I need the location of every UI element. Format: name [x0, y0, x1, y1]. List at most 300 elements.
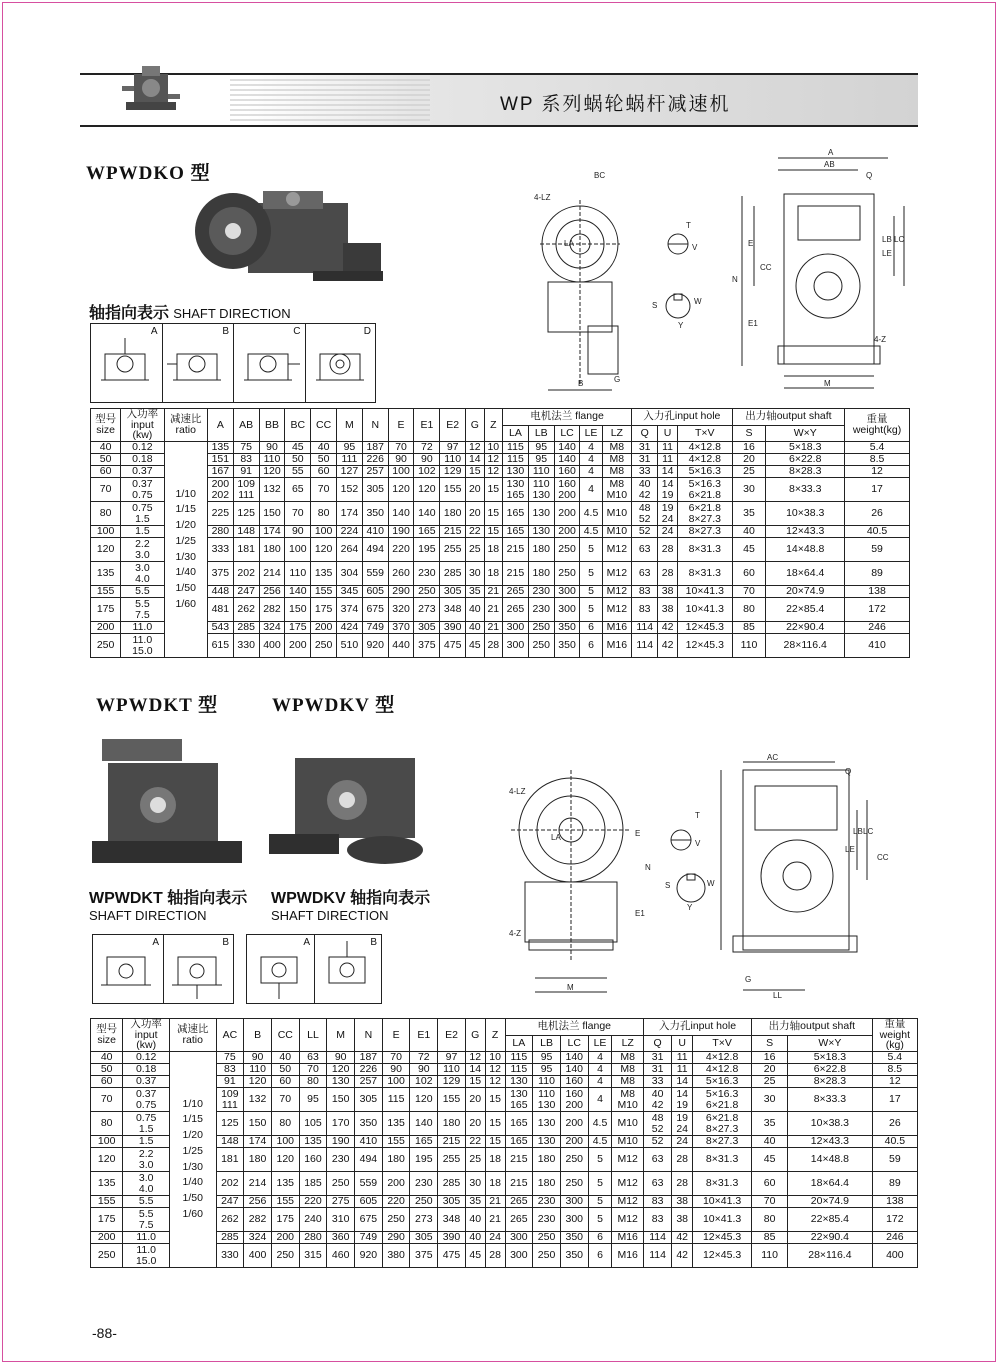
- cell-size: 50: [91, 454, 121, 466]
- table-cell: 300: [505, 1232, 533, 1244]
- table-row: [91, 538, 910, 562]
- table-cell: 410: [355, 1136, 383, 1148]
- table-row: [91, 466, 910, 478]
- table-cell: 305: [438, 1196, 466, 1208]
- table-cell: 273: [414, 598, 440, 622]
- table-cell: M8: [602, 454, 631, 466]
- table-cell: 90: [382, 1064, 410, 1076]
- cell-txv: 4×12.8: [677, 454, 732, 466]
- table-cell: M12: [612, 1172, 644, 1196]
- table-cell: 155: [271, 1196, 299, 1208]
- table-cell: 225: [207, 502, 233, 526]
- table-cell: 130: [528, 502, 554, 526]
- table-cell: 21: [484, 598, 502, 622]
- cell-txv: 8×31.3: [677, 562, 732, 586]
- table-cell: 42: [658, 634, 678, 658]
- cell-s: 45: [752, 1148, 788, 1172]
- cell-txv: 4×12.8: [677, 442, 732, 454]
- table-cell: 24: [672, 1136, 693, 1148]
- table-cell: 250: [560, 1172, 588, 1196]
- table-row: [91, 1052, 918, 1064]
- wpwdkt-direction-b: B: [164, 935, 233, 1003]
- shaft-direction-d: D: [306, 324, 376, 402]
- table-cell: 12: [485, 1064, 505, 1076]
- cell-s: 45: [732, 538, 766, 562]
- table-cell: 424: [337, 622, 363, 634]
- drawing2-label-4z: 4-Z: [509, 929, 521, 938]
- table-cell: 80: [271, 1112, 299, 1136]
- header-subcol: T×V: [677, 425, 732, 442]
- table-cell: 110 130: [533, 1088, 561, 1112]
- cell-size: 70: [91, 478, 121, 502]
- table-cell: 97: [438, 1052, 466, 1064]
- header-subcol: LC: [554, 425, 580, 442]
- table-cell: 448: [207, 586, 233, 598]
- drawing1-label-v: V: [692, 243, 698, 252]
- table-cell: 75: [233, 442, 259, 454]
- table-cell: 19 24: [672, 1112, 693, 1136]
- table-cell: 324: [244, 1232, 272, 1244]
- header-input-hole: 入力孔input hole: [644, 1019, 752, 1036]
- drawing1-label-w: W: [694, 297, 702, 306]
- header-banner: [80, 73, 918, 127]
- header-input: 入功率 input (kw): [121, 409, 164, 442]
- table-cell: 130 165: [503, 478, 529, 502]
- cell-wxy: 12×43.3: [766, 526, 845, 538]
- cell-input-kw: 2.2 3.0: [123, 1148, 170, 1172]
- table-cell: 615: [207, 634, 233, 658]
- cell-size: 40: [91, 442, 121, 454]
- table-cell: M8: [612, 1076, 644, 1088]
- header-col: Z: [485, 1019, 505, 1052]
- table-cell: 80: [299, 1076, 327, 1088]
- table-cell: 110: [528, 466, 554, 478]
- cell-input-kw: 0.75 1.5: [123, 1112, 170, 1136]
- table-cell: 120: [388, 478, 414, 502]
- table-cell: 83: [632, 586, 658, 598]
- header-subcol: W×Y: [788, 1035, 873, 1052]
- table-cell: 28: [484, 634, 502, 658]
- table-cell: M16: [612, 1244, 644, 1268]
- table-cell: 120: [271, 1148, 299, 1172]
- table-cell: 155: [311, 586, 337, 598]
- table-cell: 310: [327, 1208, 355, 1232]
- table-row: [91, 442, 910, 454]
- wpwdko-dimension-drawing: [528, 146, 908, 398]
- header-ratio: 减速比 ratio: [169, 1019, 216, 1052]
- table-cell: 360: [327, 1232, 355, 1244]
- table-cell: 4.5: [580, 526, 602, 538]
- table-cell: 305: [362, 478, 388, 502]
- table-cell: 63: [644, 1172, 672, 1196]
- drawing2-label-cc: CC: [877, 853, 889, 862]
- table-cell: M8: [602, 442, 631, 454]
- table-cell: 250: [382, 1208, 410, 1232]
- table-cell: 4: [580, 454, 602, 466]
- table-cell: 675: [362, 598, 388, 622]
- header-flange: 电机法兰 flange: [503, 409, 632, 426]
- table-cell: 95: [528, 442, 554, 454]
- table-cell: 165: [410, 1136, 438, 1148]
- header-weight: 重量 weight (kg): [872, 1019, 917, 1052]
- table-cell: 129: [440, 466, 466, 478]
- table-cell: 120: [259, 466, 285, 478]
- table-cell: 50: [285, 454, 311, 466]
- table-cell: 35: [465, 1196, 485, 1208]
- table-cell: 140: [554, 442, 580, 454]
- table-cell: 20: [466, 502, 484, 526]
- table-cell: 350: [355, 1112, 383, 1136]
- drawing1-label-lc: LC: [894, 235, 905, 244]
- cell-txv: 8×27.3: [677, 526, 732, 538]
- table-cell: 305: [414, 622, 440, 634]
- table-cell: 290: [388, 586, 414, 598]
- table-cell: M10: [602, 526, 631, 538]
- table-cell: 4: [580, 478, 602, 502]
- table-cell: 125: [233, 502, 259, 526]
- table-cell: 187: [355, 1052, 383, 1064]
- table-cell: 21: [484, 586, 502, 598]
- table-cell: 5: [580, 598, 602, 622]
- cell-s: 16: [732, 442, 766, 454]
- table-cell: 180: [440, 502, 466, 526]
- table-cell: 130: [533, 1112, 561, 1136]
- table-cell: 390: [438, 1232, 466, 1244]
- cell-input-kw: 5.5 7.5: [121, 598, 164, 622]
- table-cell: 315: [299, 1244, 327, 1268]
- cell-s: 110: [732, 634, 766, 658]
- table-cell: 247: [216, 1196, 244, 1208]
- table-cell: 28: [658, 562, 678, 586]
- cell-size: 135: [91, 1172, 123, 1196]
- cell-wxy: 6×22.8: [766, 454, 845, 466]
- table-cell: 202: [216, 1172, 244, 1196]
- table-cell: 110 130: [528, 478, 554, 502]
- table-cell: 5: [588, 1172, 612, 1196]
- table-cell: 264: [337, 538, 363, 562]
- table-cell: 135: [311, 562, 337, 586]
- header-col: BB: [259, 409, 285, 442]
- table-cell: M12: [602, 538, 631, 562]
- drawing1-label-g: G: [614, 375, 621, 384]
- cell-wxy: 28×116.4: [788, 1244, 873, 1268]
- table-cell: 247: [233, 586, 259, 598]
- table-cell: 215: [438, 1136, 466, 1148]
- table-cell: 185: [299, 1172, 327, 1196]
- table-cell: 120: [244, 1076, 272, 1088]
- table-cell: 920: [362, 634, 388, 658]
- table-cell: 31: [632, 454, 658, 466]
- table-cell: 300: [560, 1208, 588, 1232]
- table-cell: 230: [327, 1148, 355, 1172]
- table-cell: 15: [484, 526, 502, 538]
- table-cell: 15: [466, 466, 484, 478]
- table-cell: 160 200: [560, 1088, 588, 1112]
- cell-wxy: 8×33.3: [788, 1088, 873, 1112]
- table-cell: 200: [271, 1232, 299, 1244]
- cell-txv: 5×16.3 6×21.8: [677, 478, 732, 502]
- table-cell: 14: [466, 454, 484, 466]
- table-cell: 300: [503, 622, 529, 634]
- table-cell: 200: [311, 622, 337, 634]
- table-cell: 5: [588, 1148, 612, 1172]
- model-title-wpwdkt: WPWDKT 型: [96, 695, 219, 716]
- table-cell: 300: [554, 598, 580, 622]
- table-cell: 187: [362, 442, 388, 454]
- table-cell: 110: [440, 454, 466, 466]
- table-cell: 132: [259, 478, 285, 502]
- header-subcol: LZ: [602, 425, 631, 442]
- table-cell: 4: [580, 466, 602, 478]
- drawing2-label-q: Q: [845, 767, 852, 776]
- table-cell: 5: [588, 1196, 612, 1208]
- table-cell: 195: [414, 538, 440, 562]
- table-cell: 380: [382, 1244, 410, 1268]
- cell-s: 20: [732, 454, 766, 466]
- cell-wxy: 5×18.3: [788, 1052, 873, 1064]
- table-cell: 75: [216, 1052, 244, 1064]
- cell-input-kw: 5.5: [123, 1196, 170, 1208]
- table-cell: M12: [612, 1196, 644, 1208]
- table-cell: 675: [355, 1208, 383, 1232]
- table-cell: 256: [259, 586, 285, 598]
- table-cell: 105: [299, 1112, 327, 1136]
- cell-weight: 59: [872, 1148, 917, 1172]
- table-cell: 48 52: [632, 502, 658, 526]
- table-cell: 180: [244, 1148, 272, 1172]
- table-cell: 230: [528, 586, 554, 598]
- table-cell: 4: [580, 442, 602, 454]
- table-cell: 151: [207, 454, 233, 466]
- table-cell: 330: [233, 634, 259, 658]
- table-cell: 90: [327, 1052, 355, 1064]
- cell-size: 70: [91, 1088, 123, 1112]
- cell-weight: 172: [872, 1208, 917, 1232]
- table-cell: 130: [503, 466, 529, 478]
- header-col: CC: [271, 1019, 299, 1052]
- cell-input-kw: 5.5 7.5: [123, 1208, 170, 1232]
- table-header-row: [91, 1019, 918, 1036]
- table-cell: 115: [503, 454, 529, 466]
- table-cell: M10: [612, 1112, 644, 1136]
- table-cell: M16: [612, 1232, 644, 1244]
- header-col: A: [207, 409, 233, 442]
- drawing1-label-n: N: [732, 275, 738, 284]
- table-cell: 12: [484, 454, 502, 466]
- table-header-row: [91, 409, 910, 426]
- cell-input-kw: 3.0 4.0: [121, 562, 164, 586]
- table-cell: 285: [438, 1172, 466, 1196]
- cell-txv: 8×31.3: [693, 1148, 752, 1172]
- drawing2-label-v: V: [695, 839, 701, 848]
- table-cell: 200: [560, 1136, 588, 1148]
- wpwdkv-shaft-caption: WPWDKV 轴指向表示 SHAFT DIRECTION: [271, 890, 431, 923]
- table-cell: 215: [503, 562, 529, 586]
- table-cell: 18: [484, 538, 502, 562]
- wpwdkv-direction-b: B: [315, 935, 381, 1003]
- table-cell: 300: [503, 634, 529, 658]
- table-cell: 275: [327, 1196, 355, 1208]
- table-cell: 165: [503, 526, 529, 538]
- cell-wxy: 10×38.3: [766, 502, 845, 526]
- header-col: N: [362, 409, 388, 442]
- cell-txv: 8×31.3: [693, 1172, 752, 1196]
- header-col: M: [327, 1019, 355, 1052]
- table-row: [91, 478, 910, 502]
- table-cell: 273: [410, 1208, 438, 1232]
- cell-wxy: 22×85.4: [788, 1208, 873, 1232]
- cell-wxy: 12×43.3: [788, 1136, 873, 1148]
- header-subcol: LB: [528, 425, 554, 442]
- table-cell: 102: [414, 466, 440, 478]
- table-cell: 160: [560, 1076, 588, 1088]
- table-cell: 4: [588, 1088, 612, 1112]
- drawing2-label-ll: LL: [773, 991, 782, 1000]
- table-cell: 250: [414, 586, 440, 598]
- header-input: 入功率 input (kw): [123, 1019, 170, 1052]
- table-cell: 224: [337, 526, 363, 538]
- table-cell: 14: [465, 1064, 485, 1076]
- table-cell: 285: [440, 562, 466, 586]
- table-cell: 135: [382, 1112, 410, 1136]
- table-cell: 155: [440, 478, 466, 502]
- table-cell: 40 42: [632, 478, 658, 502]
- cell-txv: 12×45.3: [677, 634, 732, 658]
- table-cell: 320: [388, 598, 414, 622]
- wpwdkt-direction-a: A: [93, 935, 164, 1003]
- drawing2-label-lc: LC: [863, 827, 874, 836]
- table-cell: 90: [244, 1052, 272, 1064]
- table-cell: 38: [658, 598, 678, 622]
- cell-input-kw: 0.37: [123, 1076, 170, 1088]
- table-cell: 5: [588, 1208, 612, 1232]
- drawing1-label-4z: 4-Z: [874, 335, 886, 344]
- cell-s: 40: [732, 526, 766, 538]
- table-cell: 250: [311, 634, 337, 658]
- header-subcol: LC: [560, 1035, 588, 1052]
- cell-input-kw: 1.5: [123, 1136, 170, 1148]
- header-output-shaft: 出力轴output shaft: [752, 1019, 873, 1036]
- table-cell: 70: [285, 502, 311, 526]
- cell-size: 100: [91, 1136, 123, 1148]
- table-cell: 63: [299, 1052, 327, 1064]
- cell-wxy: 5×18.3: [766, 442, 845, 454]
- cell-size: 250: [91, 1244, 123, 1268]
- table-cell: 140: [388, 502, 414, 526]
- drawing2-label-4lz: 4-LZ: [509, 787, 526, 796]
- table-cell: 215: [440, 526, 466, 538]
- table-cell: M8: [612, 1064, 644, 1076]
- table-cell: 95: [299, 1088, 327, 1112]
- cell-weight: 40.5: [872, 1136, 917, 1148]
- table-cell: 220: [299, 1196, 327, 1208]
- table-cell: 95: [533, 1052, 561, 1064]
- drawing2-label-le: LE: [845, 845, 855, 854]
- table-cell: 190: [388, 526, 414, 538]
- table-cell: 70: [382, 1052, 410, 1064]
- table-cell: 22: [466, 526, 484, 538]
- header-col: G: [466, 409, 484, 442]
- cell-s: 60: [732, 562, 766, 586]
- table-cell: 390: [440, 622, 466, 634]
- cell-wxy: 14×48.8: [766, 538, 845, 562]
- cell-size: 175: [91, 1208, 123, 1232]
- table-cell: 350: [560, 1232, 588, 1244]
- cell-input-kw: 11.0 15.0: [123, 1244, 170, 1268]
- table-cell: 4.5: [588, 1136, 612, 1148]
- table-cell: 200: [554, 502, 580, 526]
- drawing1-label-s: S: [652, 301, 658, 310]
- table-cell: 345: [337, 586, 363, 598]
- table-cell: 282: [244, 1208, 272, 1232]
- header-col: AC: [216, 1019, 244, 1052]
- table-cell: 40: [465, 1208, 485, 1232]
- header-subcol: LB: [533, 1035, 561, 1052]
- table-cell: M12: [602, 586, 631, 598]
- table-cell: M12: [602, 562, 631, 586]
- drawing1-label-m: M: [824, 379, 831, 388]
- table-cell: 174: [259, 526, 285, 538]
- table-cell: 10: [484, 442, 502, 454]
- table-cell: 28: [658, 538, 678, 562]
- table-cell: 200: [560, 1112, 588, 1136]
- table-cell: 6: [588, 1232, 612, 1244]
- table-cell: 140: [414, 502, 440, 526]
- header-subcol: LA: [503, 425, 529, 442]
- shaft-direction-a: A: [91, 324, 163, 402]
- table-cell: 127: [337, 466, 363, 478]
- cell-size: 50: [91, 1064, 123, 1076]
- cell-size: 120: [91, 538, 121, 562]
- table-cell: 605: [362, 586, 388, 598]
- table-cell: 90: [388, 454, 414, 466]
- table-cell: 102: [410, 1076, 438, 1088]
- table-cell: 60: [271, 1076, 299, 1088]
- header-subcol: Q: [644, 1035, 672, 1052]
- table-cell: 12: [465, 1052, 485, 1064]
- wpwdko-spec-table: [90, 408, 910, 658]
- table-row: [91, 526, 910, 538]
- table-cell: 285: [216, 1232, 244, 1244]
- table-row: [91, 586, 910, 598]
- header-weight: 重量 weight(kg): [845, 409, 910, 442]
- cell-input-kw: 0.12: [121, 442, 164, 454]
- table-row: [91, 598, 910, 622]
- table-cell: 260: [388, 562, 414, 586]
- table-cell: 256: [244, 1196, 272, 1208]
- table-cell: 129: [438, 1076, 466, 1088]
- shaft-direction-caption-1: 轴指向表示 SHAFT DIRECTION: [89, 305, 291, 322]
- table-cell: 215: [505, 1148, 533, 1172]
- table-cell: 214: [259, 562, 285, 586]
- table-cell: 40: [466, 622, 484, 634]
- table-cell: 100: [271, 1136, 299, 1148]
- cell-weight: 246: [872, 1232, 917, 1244]
- table-cell: 160: [554, 466, 580, 478]
- cell-size: 200: [91, 622, 121, 634]
- table-cell: 167: [207, 466, 233, 478]
- table-cell: 63: [632, 562, 658, 586]
- table-cell: 100: [388, 466, 414, 478]
- table-cell: 174: [244, 1136, 272, 1148]
- table-cell: 200 202: [207, 478, 233, 502]
- table-cell: M12: [602, 598, 631, 622]
- cell-s: 30: [752, 1088, 788, 1112]
- cell-input-kw: 0.12: [123, 1052, 170, 1064]
- table-cell: 55: [285, 466, 311, 478]
- table-cell: 226: [362, 454, 388, 466]
- table-cell: 180: [382, 1148, 410, 1172]
